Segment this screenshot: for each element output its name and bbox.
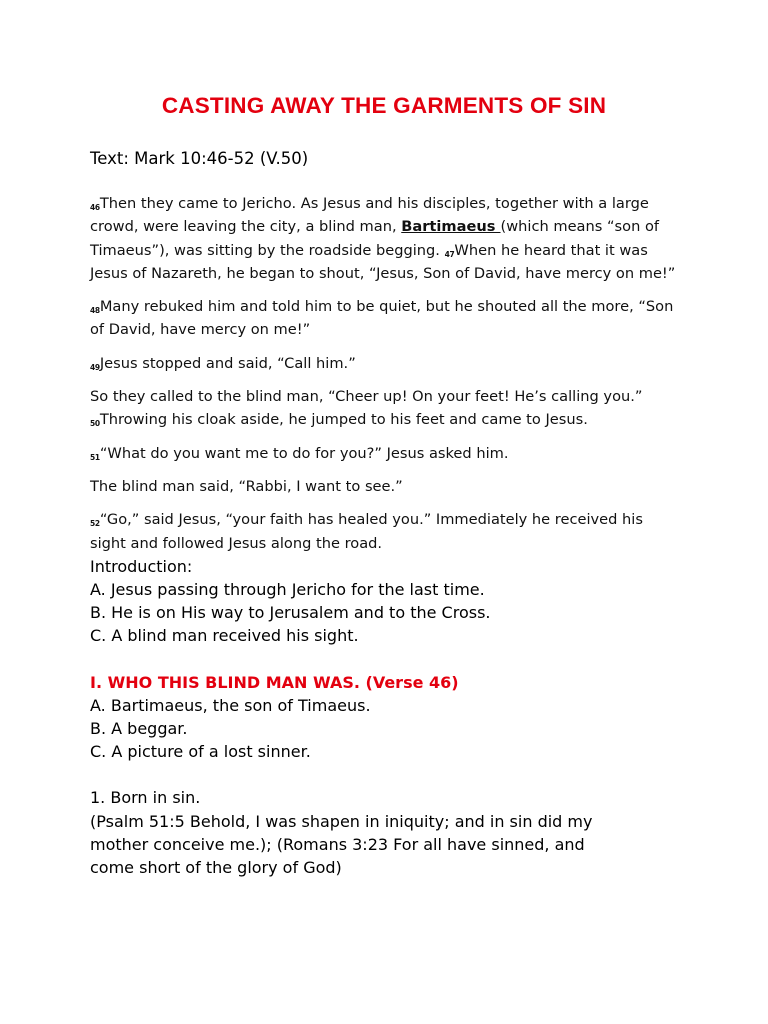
verse-number: 49: [90, 362, 100, 372]
outline-item: B. He is on His way to Jerusalem and to the Cross.: [90, 603, 491, 623]
verse-text: (which means “son of Timaeus”), was sitting by the roadside begging.: [90, 218, 660, 259]
spacer: [90, 648, 678, 671]
verse-paragraph-46-47: [90, 192, 678, 285]
section-heading: I. WHO THIS BLIND MAN WAS. (Verse 46): [90, 672, 459, 692]
verse-text: The blind man said, “Rabbi, I want to see.”: [90, 477, 403, 495]
verse-number: 51: [90, 452, 100, 462]
verse-paragraph-52: [90, 508, 678, 555]
document-title: CASTING AWAY THE GARMENTS OF SIN: [161, 93, 607, 118]
verse-paragraph-51: [90, 442, 678, 465]
verse-number: 52: [90, 519, 100, 529]
point-line: mother conceive me.); (Romans 3:23 For all have sinned, and: [90, 834, 585, 854]
bartimaeus-link[interactable]: Bartimaeus: [401, 218, 501, 236]
verse-paragraph-49: [90, 352, 678, 375]
outline-item: A. Bartimaeus, the son of Timaeus.: [90, 695, 371, 715]
outline-item: C. A blind man received his sight.: [90, 626, 359, 646]
point-line: (Psalm 51:5 Behold, I was shapen in iniquity; and in sin did my: [90, 811, 593, 831]
verse-number: 50: [90, 419, 100, 429]
verse-paragraph-49b-50: [90, 385, 678, 432]
point-line: come short of the glory of God): [90, 858, 342, 878]
verse-number: 48: [90, 306, 100, 316]
spacer: [90, 763, 678, 786]
scripture-reference: Text: Mark 10:46-52 (V.50): [90, 149, 309, 168]
verse-number: 46: [90, 203, 100, 212]
introduction-section: [90, 555, 678, 879]
verse-text: “Go,” said Jesus, “your faith has healed you.” Immediately he received his sight and followed Jesus along the road.: [90, 511, 643, 552]
outline-item: C. A picture of a lost sinner.: [90, 742, 311, 762]
verse-number: 47: [444, 249, 455, 259]
scripture-passage: [90, 192, 678, 555]
verse-text: “What do you want me to do for you?” Jesus asked him.: [99, 444, 509, 462]
verse-text: When he heard that it was Jesus of Nazareth, he began to shout, “Jesus, Son of David, have mercy on me!”: [90, 241, 676, 282]
verse-text: Throwing his cloak aside, he jumped to his feet and came to Jesus.: [99, 411, 588, 429]
verse-text: So they called to the blind man, “Cheer up! On your feet! He’s calling you.”: [90, 388, 643, 406]
introduction-heading: Introduction:: [90, 556, 193, 576]
verse-text: Many rebuked him and told him to be quiet, but he shouted all the more, “Son of David, have mercy on me!”: [90, 298, 674, 339]
outline-item: B. A beggar.: [90, 719, 188, 739]
verse-text: Then they came to Jericho. As Jesus and his disciples, together with a large crowd, were leaving the city, a blind man,: [90, 195, 649, 236]
outline-item: A. Jesus passing through Jericho for the last time.: [90, 580, 485, 600]
point-heading: 1. Born in sin.: [90, 788, 201, 808]
verse-paragraph-51b: [90, 475, 678, 498]
verse-text: Jesus stopped and said, “Call him.”: [99, 354, 356, 372]
verse-paragraph-48: [90, 295, 678, 342]
